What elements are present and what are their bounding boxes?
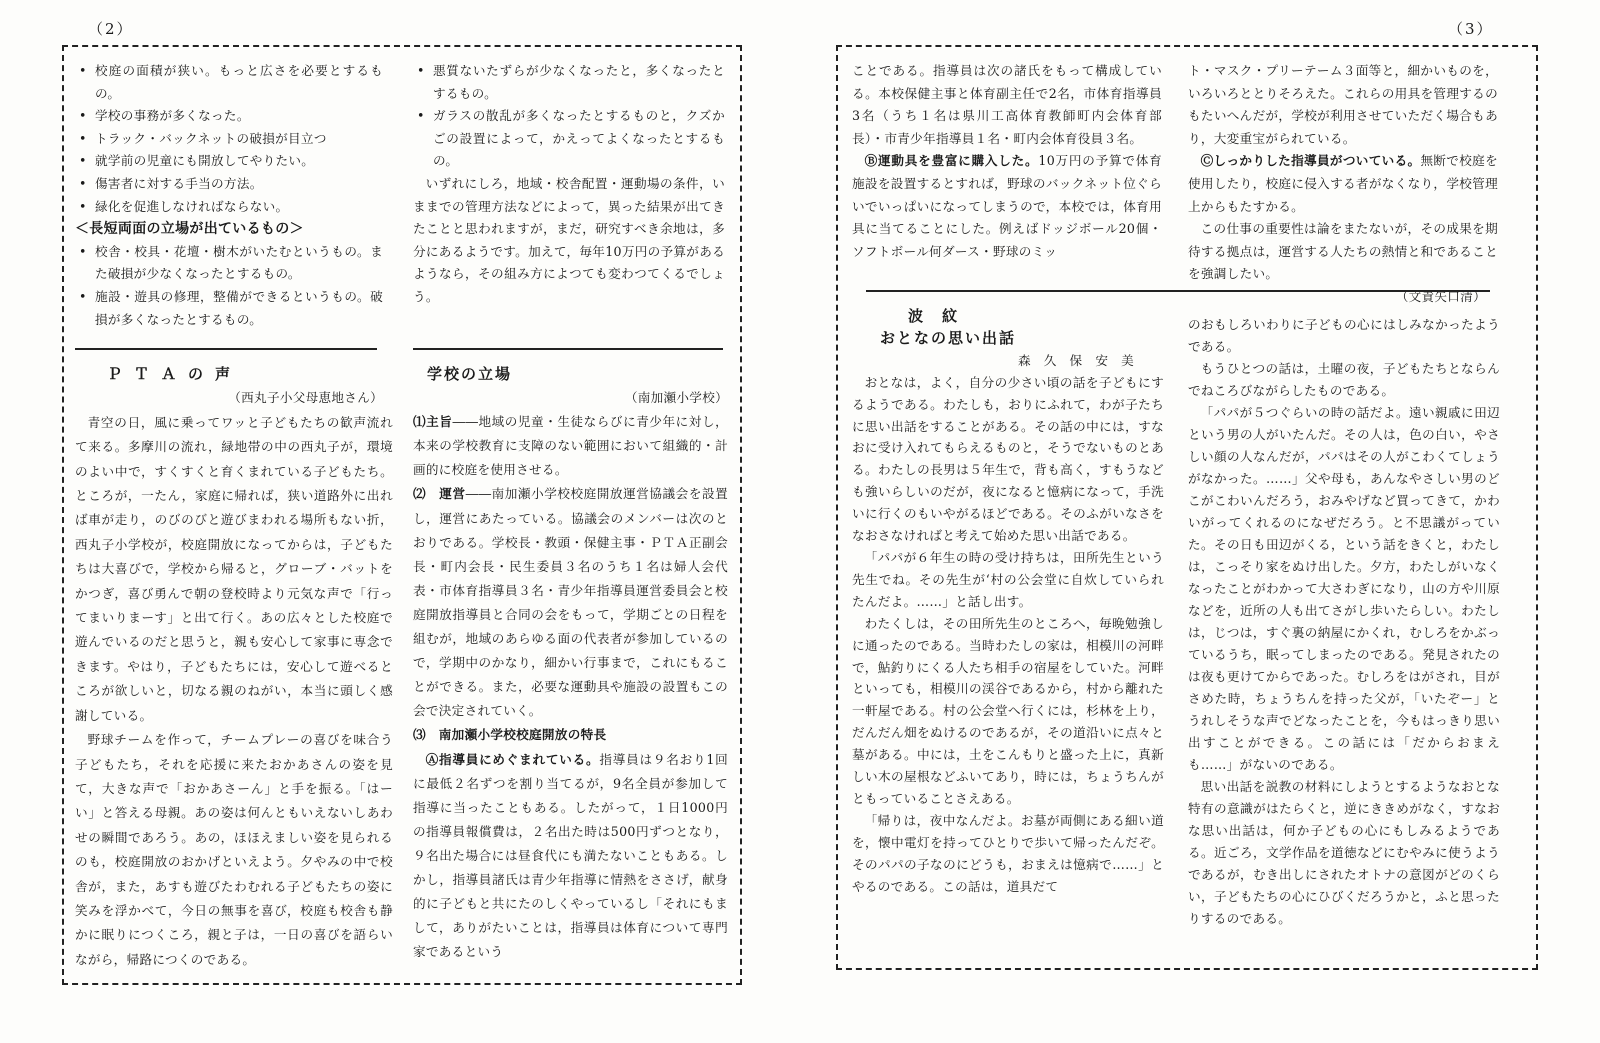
list-item: • 学校の事務が多くなった。 [75, 105, 383, 128]
pta-paragraph: 野球チームを作って，チームプレーの喜びを味合う子どもたち，それを応援に来たおかあさんの姿を見て，大きな声で「おかあさーん」と手を振る。「はーい」と答える母親。あの姿は何んともいえないしあわせの瞬間であろう。あの，ほほえましい姿を見られるのも，校庭開放のおかげといえよう。夕やみの中で校舎が，また，あすも遊びたわむれる子どもたちの姿に笑みを浮かべて，今日の無事を喜び，校庭も校舎も静かに眠りにつくころ，親と子は，一日の喜びを語らいながら，帰路につくのである。 [75, 732, 393, 967]
page-number-left: （2） [88, 20, 134, 38]
list-item: • 校庭の面積が狭い。もっと広さを必要とするもの。 [75, 60, 383, 105]
essay-col1 [852, 306, 1164, 897]
feature-a-paragraph [413, 748, 728, 965]
essay-paragraph: のおもしろいわりに子どもの心にはしみなかったようである。 [1188, 317, 1500, 354]
right-top-col1 [852, 60, 1162, 263]
bullet-list-col2 [413, 60, 725, 173]
essay-paragraph: 「パパが６年生の時の受け持ちは，田所先生という先生でね。その先生が‘村の公会堂に自炊していられたんだよ。……」と話し出す。 [852, 549, 1164, 609]
essay-paragraph: 「パパが５つぐらいの時の話だよ。遠い親戚に田辺という男の人がいたんだ。その人は，色の白い，やさしい顔の人なんだが，パパはその人がこわくてしょうがなかった。……」父や母も，あんなやさしい男のどこがこわいんだろう，おみやげなど買ってきて，かわいがってくれるのになぜだろう。と不思議がっていた。その日も田辺がくる，という話をきくと，わたしは，こっそり家をぬけ出した。夕方，わたしがいなくなったことがわかって大さわぎになり，山の方や川原などを，近所の人も出てさがし歩いたらしい。わたしは，じつは，すぐ裏の納屋にかくれ，むしろをかぶっているうち，眠ってしまったのである。発見されたのは夜も更けてからであった。むしろをはがされ，目がさめた時，ちょうちんを持った父が，「いたぞー」とうれしそうな声でどなったことを，今もはっきり思い出すことができる。この話には「だからおまえも……」がないのである。 [1188, 405, 1500, 772]
school-position-article [413, 362, 728, 964]
pta-title: ＰＴＡの声 [107, 365, 243, 383]
operation-text: ――南加瀬小学校校庭開放運営協議会を設置し，運営にあたっている。協議会のメンバーは次のとおりである。学校長・教頭・保健主事・ＰＴＡ正副会長・町内会長・民生委員３名のうち１名は婦人会代表・市体育指導員３名・青少年指導員運営委員会と校庭開放指導員と合同の会をもって，学期ごとの日程を組むが，地域のあらゆる面の代表者が参加しているので，学期中のかなり，細かい行事まで，これにもることができる。また，必要な運動具や施設の設置もこの会で決定されていく。 [413, 486, 729, 719]
operation-paragraph [413, 482, 728, 723]
feature-c-paragraph [1188, 150, 1498, 218]
left-top-col2 [413, 60, 725, 309]
conclusion-paragraph: この仕事の重要性は論をまたないが，その成果を期待する拠点は，運営する人たちの熱情と和であることを強調したい。 [1188, 221, 1498, 282]
essay-kicker: 波 紋 [908, 307, 960, 325]
list-item: • トラック・バックネットの破損が目立つ [75, 128, 383, 151]
pta-byline: （西丸子小父母恵地さん） [228, 390, 383, 406]
pta-paragraph: 青空の日，風に乗ってワッと子どもたちの歓声流れて来る。多摩川の流れ，緑地帯の中の西丸子が，環境のよい中で，すくすくと育くまれている子どもたち。ところが，一たん，家庭に帰れば，狭い道路外に出れば車が走り，のびのびと遊びまわれる場所もない折，西丸子小学校が，校庭開放になってからは，子どもたちは大喜びで，学校から帰ると，グローブ・バットをかつぎ，喜び勇んで朝の登校時より元気な声で「行ってまいりまーす」と出て行く。あの広々とした校庭で遊んでいるのだと思うと，親も安心して家事に専念できます。やはり，子どもたちには，安心して遊べるところが欲しいと，切なる親のねがい，本当に頭しく感謝している。 [75, 414, 393, 723]
purpose-paragraph [413, 410, 728, 482]
operation-label: ⑵ 運営 [413, 486, 466, 502]
essay-author: 森 久 保 安 美 [1017, 352, 1134, 368]
bullet-list-both-sides [75, 241, 383, 331]
list-item: • 就学前の児童にも開放してやりたい。 [75, 150, 383, 173]
feature-b-paragraph [852, 150, 1162, 263]
feature-b-text: 10万円の予算で体育施設を設置するとすれば，野球のバックネット位ぐらいでいっぱいになってしまうので，本校では，体育用具に当てることにした。例えばドッジボール20個・ソフトボール何ダース・野球のミッ [852, 153, 1162, 259]
list-item: • 緑化を促進しなければならない。 [75, 196, 383, 219]
essay-paragraph: おとなは，よく，自分の少さい頃の話を子どもにするようである。わたしも，おりにふれて，わが子たちに思い出話をすることがある。その話の中には，すなおに受け入れてもらえるものと，そうでないものとある。わたしの長男は５年生で，背も高く，すもうなども強いらしいのだが，夜になると憶病になって，手洗いに行くのもいやがるほどである。そのふがいなさをなおさなければと考えて始めた思い出話である。 [852, 374, 1164, 544]
list-item: • 施設・遊具の修理，整備ができるというもの。破損が多くなったとするもの。 [75, 286, 383, 331]
author-signature: （文責矢口清） [1395, 288, 1486, 304]
feature-c-label: Ⓒしっかりした指導員がついている。 [1200, 153, 1421, 169]
right-top-col2 [1188, 60, 1498, 309]
purpose-label: ⑴主旨 [413, 414, 453, 430]
left-top-col1 [75, 60, 383, 331]
purpose-text: ――地域の児童・生徒ならびに青少年に対し，本来の学校教育に支障のない範囲において組織的・計画的に校庭を使用させる。 [413, 414, 728, 478]
feature-c-text: 無断で校庭を使用したり，校庭に侵入する者がなくなり，学校管理上からもたすかる。 [1188, 153, 1498, 214]
essay-paragraph: わたくしは，その田所先生のところへ，毎晩勉強しに通ったのである。当時わたしの家は，相模川の河畔で，鮎釣りにくる人たち相手の宿屋をしていた。河畔といっても，相模川の渓谷であるから，村から離れた一軒屋である。村の公会堂へ行くには，杉林を上り，だんだん畑をぬけるのであるが，その道沿いに点々と墓がある。中には，土をこんもりと盛った上に，真新しい木の屋根などふいてあり，時には，ちょうちんがともっていることさえある。 [852, 615, 1164, 806]
essay-paragraph: 「帰りは，夜中なんだよ。お墓が両側にある細い道を，懐中電灯を持ってひとりで歩いて帰ったんだぞ。そのパパの子なのにどうも，おまえは憶病で……」とやるのである。この話は，道具だて [852, 812, 1164, 894]
essay-col2 [1188, 314, 1500, 930]
list-item: • 悪質ないたずらが少なくなったと，多くなったとするもの。 [413, 60, 725, 105]
essay-paragraph: 思い出話を説教の材料にしようとするようなおとな特有の意識がはたらくと，逆にききめがなく，すなおな思い出話は，何か子どもの心にもしみるようである。近ごろ，文学作品を道徳などにむやみに使うようであるが，むき出しにされたオトナの意図がどのくらい，子どもたちの心にひびくだろうかと，ふと思ったりするのである。 [1188, 779, 1500, 926]
essay-title: おとなの思い出話 [880, 328, 1017, 347]
list-item: • 傷害者に対する手当の方法。 [75, 173, 383, 196]
features-heading: ⑶ 南加瀬小学校校庭開放の特長 [413, 727, 607, 743]
school-byline: （南加瀬小学校） [624, 390, 728, 406]
divider-right [866, 290, 1490, 292]
school-title: 学校の立場 [427, 365, 513, 383]
instructors-paragraph: ことである。指導員は次の諸氏をもって構成している。本校保健主事と体育副主任で2名，市体育指導員3名（うち１名は県川工高体育教師町内会体育部長）・市青少年指導員１名・町内会体育役員３名。 [852, 63, 1162, 146]
feature-b-label: Ⓑ運動具を豊富に購入した。 [864, 153, 1039, 169]
summary-paragraph: いずれにしろ，地域・校舎配置・運動場の条件，いままでの管理方法などによって，異った結果が出てきたことと思われますが，まだ，研究すべき余地は，多分にあるようです。加えて，毎年10万円の予算があるようなら，その組み方によつても変わつてくるでしょう。 [413, 175, 725, 304]
list-item: • ガラスの散乱が多くなったとするものと，クズかごの設置によって，かえってよくなったとするもの。 [413, 105, 725, 173]
feature-a-text: 指導員は９名おり1回に最低２名ずつを割り当てるが，9名全員が参加して指導に当ったこともある。したがって，１日1000円の指導員報償費は，２名出た時は500円ずつとなり，９名出た場合には昼食代にも満たないこともある。しかし，指導員諸氏は青少年指導に情熱をささげ，献身的に子どもと共にたのしくやっているし「それにもまして，ありがたいことは，指導員は体育について専門家であるという [413, 751, 728, 960]
list-item: • 校舎・校具・花壇・樹木がいたむというもの。また破損が少なくなったとするもの。 [75, 241, 383, 286]
pta-voice-article [75, 362, 393, 972]
essay-paragraph: もうひとつの話は，土曜の夜，子どもたちとならんでねころびながらしたものである。 [1188, 361, 1500, 398]
equipment-paragraph: ト・マスク・プリーテーム３面等と，細かいものを，いろいろととりそろえた。これらの用具を管理するのもたいへんだが，学校が利用させていただく場合もあり，大変重宝がられている。 [1188, 63, 1498, 146]
bullet-list-issues [75, 60, 383, 218]
divider-left-2 [413, 348, 723, 350]
divider-left-1 [75, 348, 377, 350]
page-number-right: （3） [1448, 20, 1494, 38]
subheading-both-sides: ＜長短両面の立場が出ているもの＞ [75, 221, 304, 238]
feature-a-label: Ⓐ指導員にめぐまれている。 [425, 751, 600, 767]
